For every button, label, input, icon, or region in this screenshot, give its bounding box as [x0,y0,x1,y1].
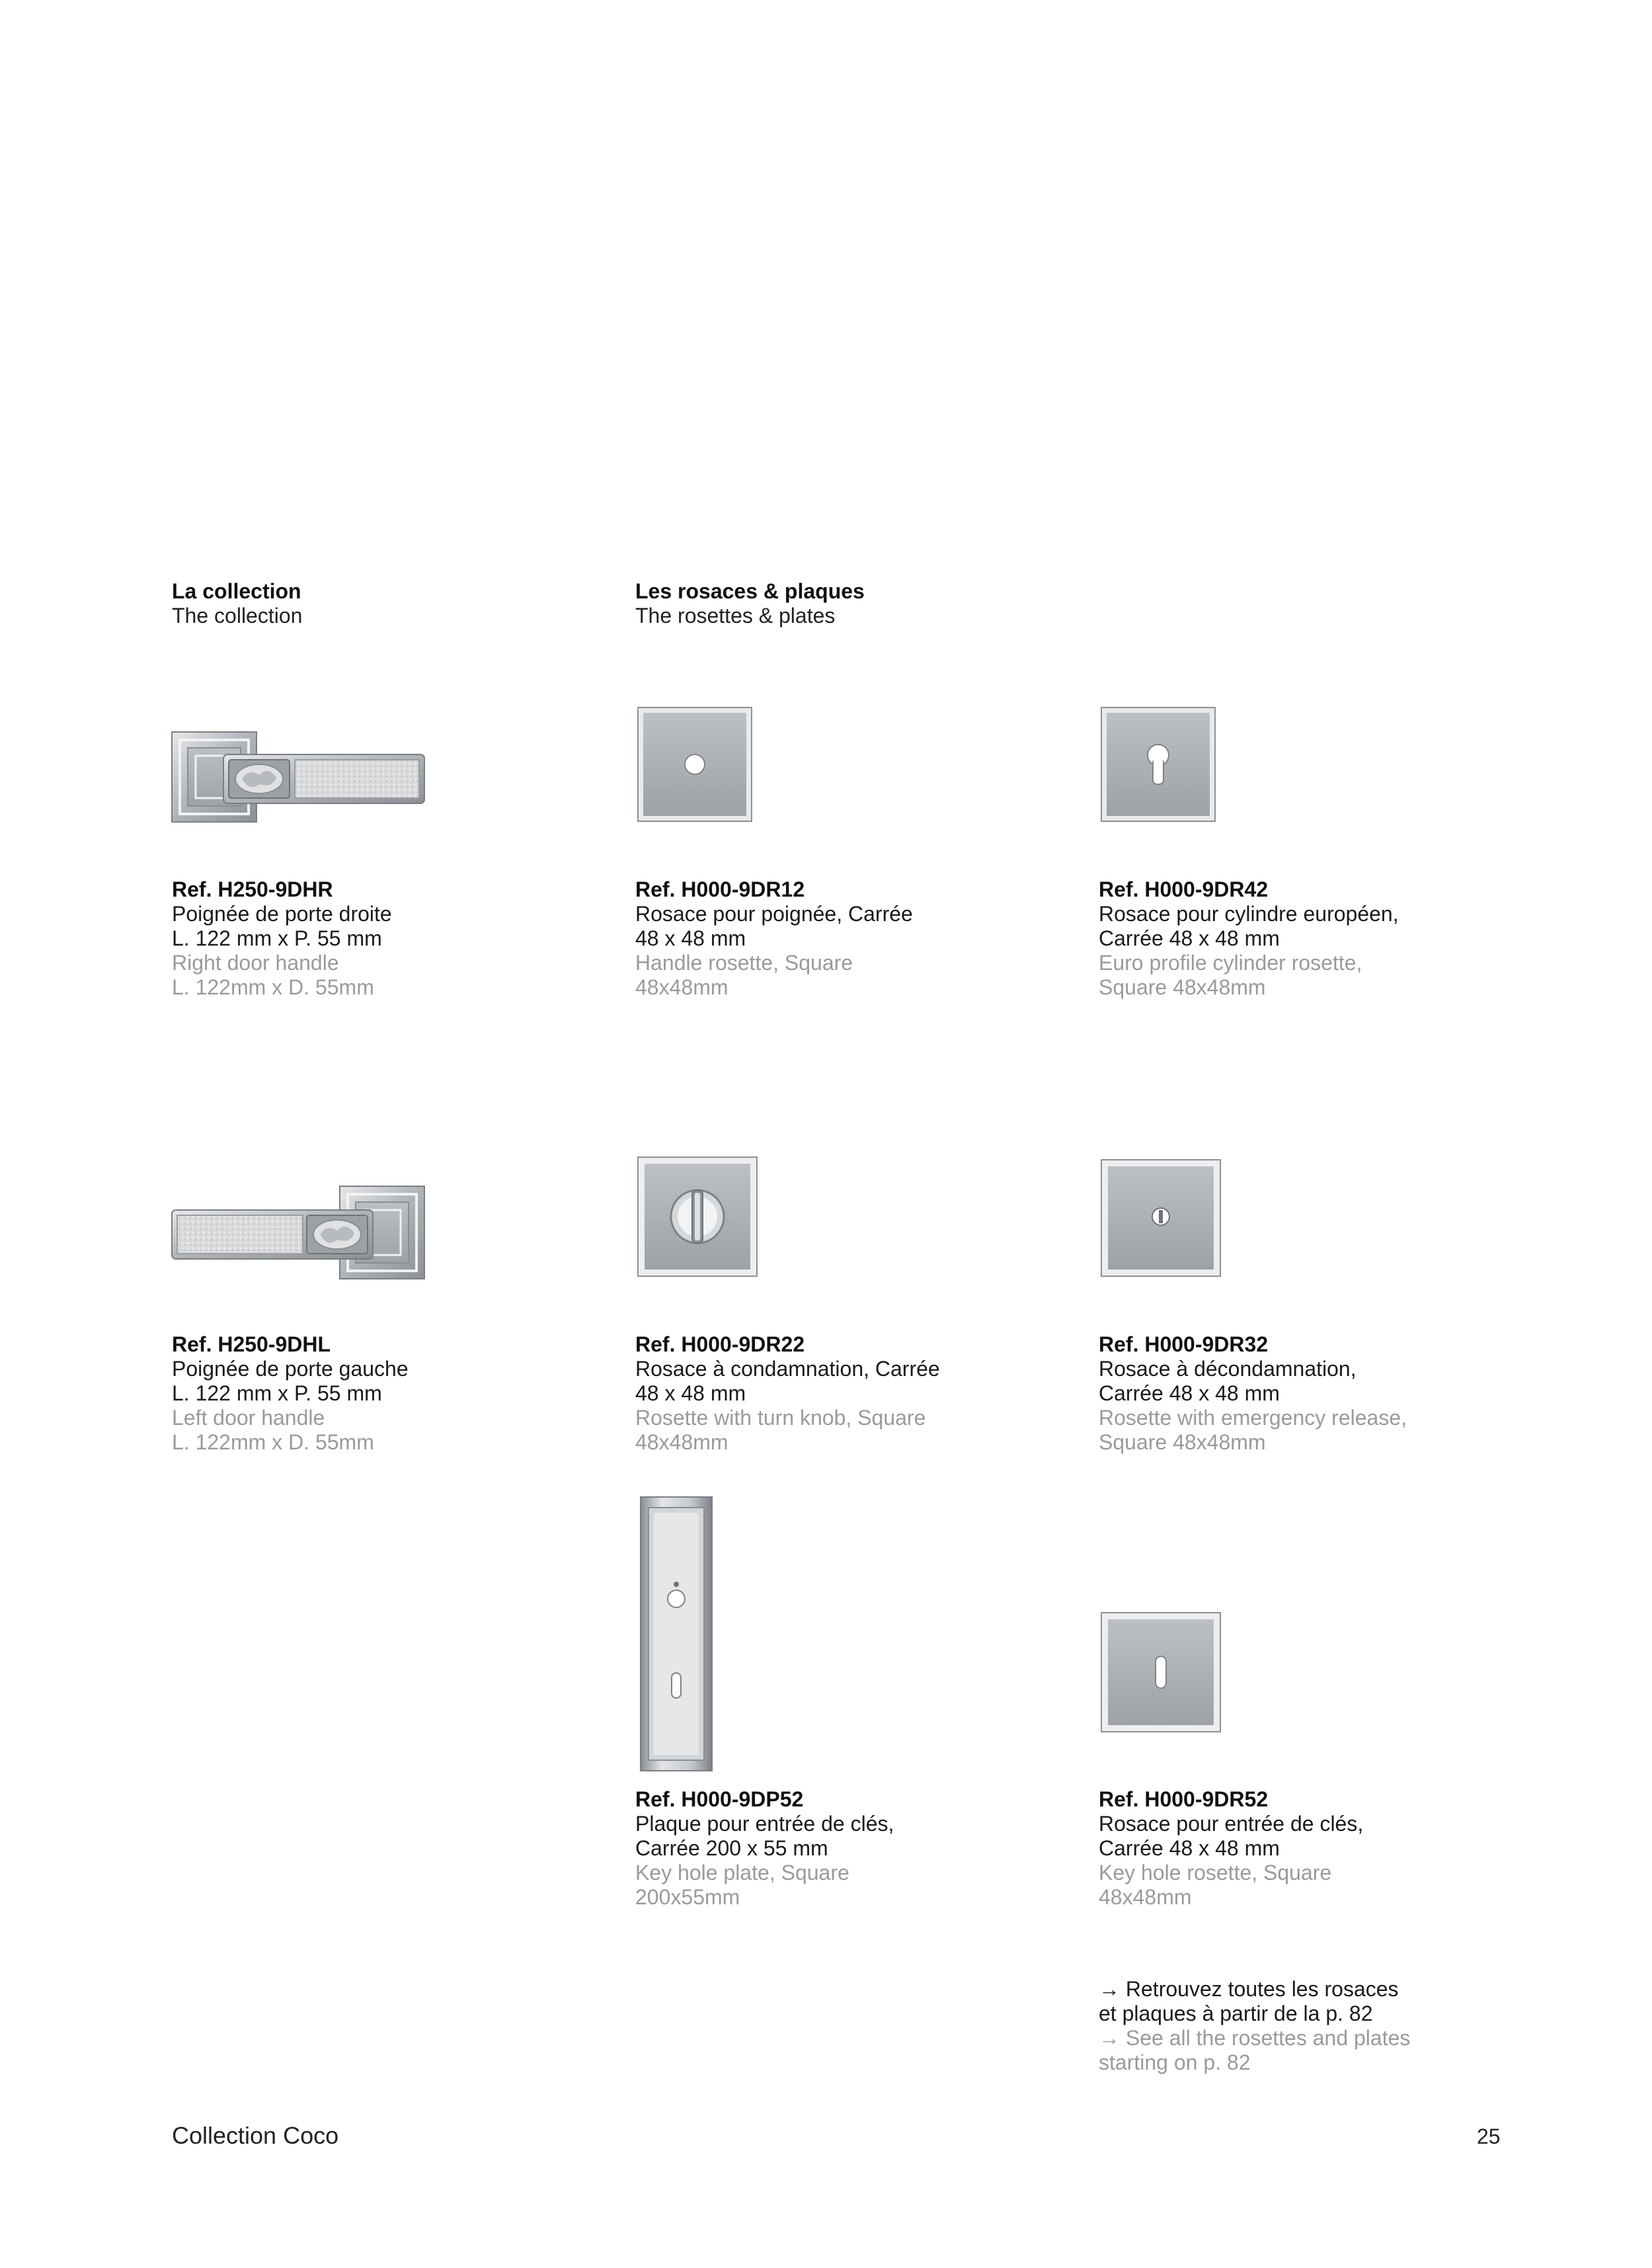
product-dims-fr: L. 122 mm x P. 55 mm [172,926,382,950]
section-collection [172,579,302,628]
product-dims-fr: Carrée 48 x 48 mm [1099,926,1280,950]
product-dims-en: 48x48mm [1099,1885,1192,1909]
product-h000-9dr42 [1099,877,1522,1000]
product-dims-en: L. 122mm x D. 55mm [172,1430,374,1454]
product-dims-en: Square 48x48mm [1099,975,1266,999]
product-h000-9dp52 [635,1787,1058,1910]
footer-title: Collection Coco [172,2122,339,2149]
product-dims-fr: Carrée 48 x 48 mm [1099,1836,1280,1860]
product-h250-9dhl [172,1332,595,1455]
product-desc-en: Handle rosette, Square [635,951,853,975]
product-ref: Ref. H000-9DR22 [635,1332,805,1356]
product-dims-en: L. 122mm x D. 55mm [172,975,374,999]
product-dims-fr: L. 122 mm x P. 55 mm [172,1381,382,1405]
product-desc-fr: Poignée de porte droite [172,902,392,926]
product-ref: Ref. H000-9DR52 [1099,1787,1269,1811]
product-h000-9dr12 [635,877,1058,1000]
product-dims-en: 48x48mm [635,975,728,999]
page-number: 25 [1477,2125,1501,2148]
product-ref: Ref. H000-9DP52 [635,1787,804,1811]
note-fr-line-1: → Retrouvez toutes les rosaces [1099,1977,1399,2001]
door-handle-right-image [171,731,426,823]
product-desc-fr: Rosace pour cylindre européen, [1099,902,1399,926]
note-fr-line-2: et plaques à partir de la p. 82 [1099,2002,1373,2025]
product-desc-fr: Poignée de porte gauche [172,1357,409,1381]
handle-rosette-image [637,706,753,823]
product-desc-fr: Rosace pour entrée de clés, [1099,1812,1364,1836]
product-dims-en: Square 48x48mm [1099,1430,1266,1454]
product-dims-fr: Carrée 200 x 55 mm [635,1836,828,1860]
product-desc-en: Euro profile cylinder rosette, [1099,951,1362,975]
product-desc-fr: Plaque pour entrée de clés, [635,1812,894,1836]
product-desc-en: Rosette with emergency release, [1099,1406,1407,1430]
turn-knob-rosette-image [637,1156,758,1277]
euro-cylinder-rosette-image [1100,706,1216,823]
emergency-release-rosette-image [1100,1158,1222,1277]
cross-reference-note [1099,1977,1522,2075]
product-desc-en: Left door handle [172,1406,325,1430]
product-dims-fr: 48 x 48 mm [635,1381,746,1405]
product-ref: Ref. H250-9DHR [172,877,333,901]
product-h000-9dr52 [1099,1787,1522,1910]
key-hole-rosette-image [1100,1611,1222,1733]
product-h250-9dhr [172,877,595,1000]
section-collection-fr: La collection [172,579,301,603]
section-rosettes-en: The rosettes & plates [635,604,836,628]
product-ref: Ref. H000-9DR42 [1099,877,1269,901]
product-desc-en: Rosette with turn knob, Square [635,1406,926,1430]
product-desc-fr: Rosace pour poignée, Carrée [635,902,913,926]
product-dims-en: 48x48mm [635,1430,728,1454]
note-en-line-2: starting on p. 82 [1099,2050,1251,2074]
product-desc-en: Right door handle [172,951,339,975]
product-ref: Ref. H250-9DHL [172,1332,331,1356]
product-dims-fr: 48 x 48 mm [635,926,746,950]
product-desc-fr: Rosace à décondamnation, [1099,1357,1357,1381]
section-collection-en: The collection [172,604,303,628]
door-handle-left-image [171,1184,426,1281]
product-h000-9dr32 [1099,1332,1522,1455]
product-desc-en: Key hole rosette, Square [1099,1861,1332,1884]
key-hole-plate-image [639,1496,713,1772]
product-desc-en: Key hole plate, Square [635,1861,849,1884]
product-dims-fr: Carrée 48 x 48 mm [1099,1381,1280,1405]
section-rosettes-fr: Les rosaces & plaques [635,579,865,603]
product-h000-9dr22 [635,1332,1058,1455]
note-en-line-1: → See all the rosettes and plates [1099,2026,1411,2050]
product-ref: Ref. H000-9DR32 [1099,1332,1269,1356]
product-dims-en: 200x55mm [635,1885,740,1909]
product-desc-fr: Rosace à condamnation, Carrée [635,1357,940,1381]
product-ref: Ref. H000-9DR12 [635,877,805,901]
section-rosettes [635,579,865,628]
